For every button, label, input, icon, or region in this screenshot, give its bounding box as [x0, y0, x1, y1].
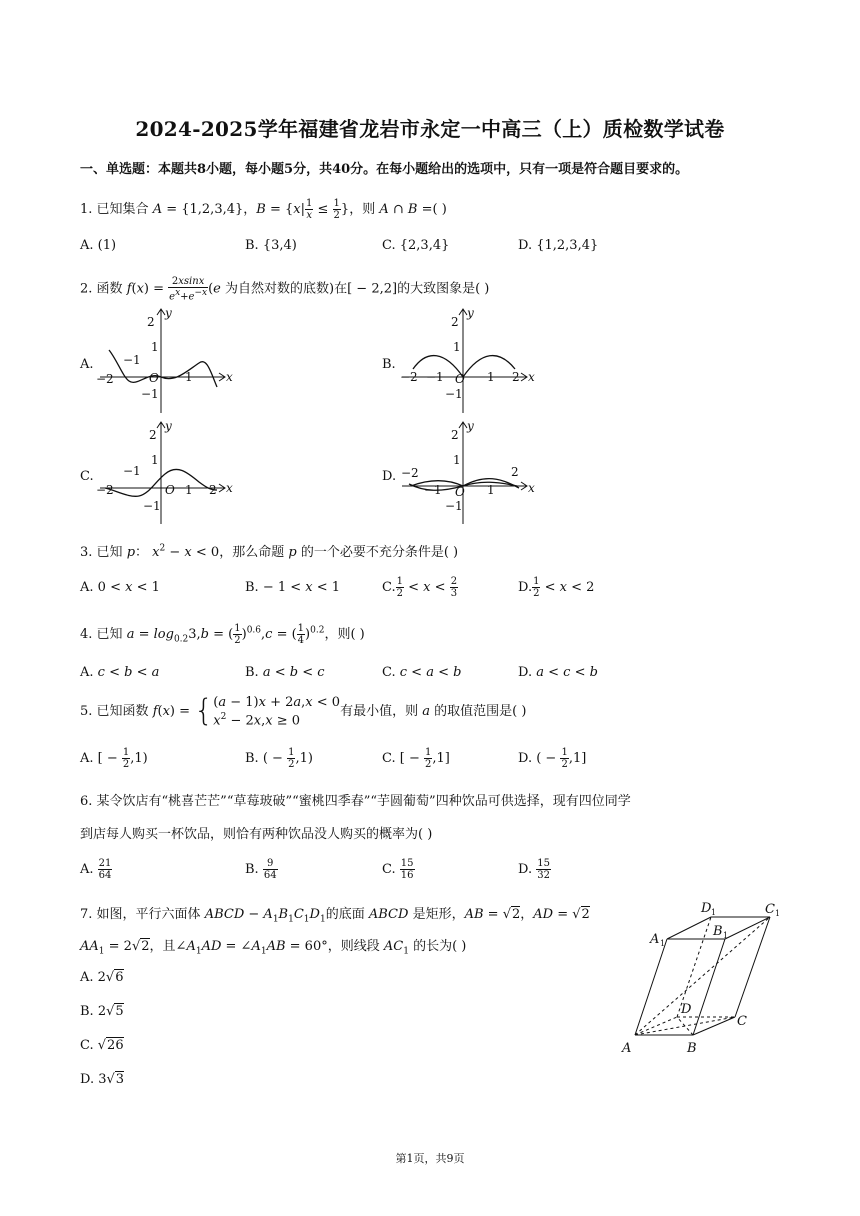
q7-text-d: ，且 [149, 939, 176, 954]
axis-y-label: y [165, 419, 172, 433]
tick-x2: 2 [511, 465, 519, 479]
axis-x-label: x [528, 370, 535, 384]
label-B1-sub: 1 [723, 931, 729, 940]
label-D1-sub: 1 [711, 908, 717, 917]
q2-text-a: 2. 函数 [80, 281, 123, 297]
tick-1: 1 [151, 340, 159, 354]
q7-text-e: ，则线段 [327, 939, 380, 954]
label-B: B [687, 1041, 697, 1056]
q7-option-c[interactable]: C. √26 [80, 1038, 124, 1053]
tick-m1-x: −1 [426, 370, 444, 384]
q4-option-d[interactable]: D. a < c < b [518, 665, 598, 680]
tick-x1: 1 [185, 483, 193, 497]
section-heading: 一、单选题：本题共8小题，每小题5分，共40分。在每小题给出的选项中，只有一项是符合题目要求的。 [80, 162, 689, 177]
origin-label: O [149, 371, 159, 385]
q6-option-b[interactable]: B. $\frac{9}{64}$ [245, 858, 277, 881]
question-5-stem: 5. 已知函数 f(x) = { (a − 1)x + 2a,x < 0 $x^2 - 2x,x \ge 0$ 有最小值，则 a 的取值范围是( ) [80, 693, 527, 729]
q7-text-c: 是矩形， [412, 907, 465, 922]
q1-option-c[interactable]: C. {2,3,4} [382, 238, 450, 253]
q3-text-b: ，那么命题 [219, 545, 285, 560]
q7-text-b: 的底面 [325, 907, 365, 922]
label-C1: C [765, 902, 775, 917]
page-title: 2024-2025学年福建省龙岩市永定一中高三（上）质检数学试卷 [135, 117, 725, 141]
axis-y-label: y [467, 419, 474, 433]
tick-m1-x: −1 [123, 464, 141, 478]
q7-option-d[interactable]: D. 3√3 [80, 1072, 125, 1087]
origin-label: O [455, 372, 465, 386]
q2-graph-b [397, 305, 537, 415]
axis-x-label: x [226, 370, 233, 384]
label-A1: A [650, 932, 660, 947]
q1-option-b[interactable]: B. {3,4) [245, 238, 297, 253]
tick-m2: −2 [400, 370, 418, 384]
tick-x2: 2 [512, 370, 520, 384]
q6-option-c[interactable]: C. $\frac{15}{16}$ [382, 858, 414, 881]
q1-option-a[interactable]: A. (1) [80, 238, 117, 253]
q3-text-c: 的一个必要不充分条件是( ) [300, 545, 459, 560]
page-footer: 第1页，共9页 [395, 1152, 465, 1165]
axis-y-label: y [467, 306, 474, 320]
q4-text-b: ，则( ) [324, 627, 365, 642]
axis-x-label: x [226, 481, 233, 495]
question-7-line2: $AA_1 = 2√2$，且$\angle A_1AD$ = $\angle A_1AB = 60^\circ$，则线段 $AC_1$ 的长为( ) [80, 939, 467, 957]
tick-1: 1 [453, 340, 461, 354]
q2-option-b[interactable]: B. [382, 357, 396, 372]
q6-option-a[interactable]: A. $\frac{21}{64}$ [80, 858, 112, 881]
q3-option-d[interactable]: D. $\frac{1}{2}$ < x < 2 [518, 576, 595, 599]
tick-2: 2 [451, 428, 459, 442]
tick-m2: −2 [401, 466, 419, 480]
question-6-line1: 6. 某令饮店有“桃喜芒芒”“草莓玻破”“蜜桃四季春”“芋圆葡萄”四种饮品可供选择，现有四位同学 [80, 794, 631, 809]
q2-option-a[interactable]: A. [80, 357, 94, 372]
tick-m1: −1 [445, 499, 463, 513]
q4-text-a: 4. 已知 [80, 627, 123, 642]
tick-m1: −1 [445, 387, 463, 401]
label-C: C [737, 1014, 747, 1029]
question-6-line2: 到店每人购买一杯饮品，则恰有两种饮品没人购买的概率为( ) [80, 827, 433, 842]
q1-text-b: ，则 [349, 202, 376, 217]
q5-text-b: 有最小值，则 [340, 704, 419, 720]
origin-label: O [455, 485, 465, 499]
question-4-stem: 4. 已知 $a = \log_{0.2}3,b$ = ( $\frac{1}{2}$ )$^{0.6}$,c = ( $\frac{1}{4}$ )$^{0.2}$，则( ) [80, 623, 365, 646]
tick-m2: −2 [96, 483, 114, 497]
tick-m1: −1 [141, 387, 159, 401]
question-2-stem: 2. 函数 f(x) = $\frac{2xsinx}{ex+e-x}$ (e 为自然对数的底数)在[ − 2,2]的大致图象是( ) [80, 276, 490, 303]
q5-text-c: 的取值范围是( ) [434, 704, 527, 720]
q7-option-a[interactable]: A. 2√6 [80, 970, 124, 985]
question-3-stem: 3. 已知 p： $x^2 - x < 0$，那么命题 p 的一个必要不充分条件是( ) [80, 543, 459, 560]
q5-text-a: 5. 已知函数 [80, 704, 149, 720]
q4-option-a[interactable]: A. c < b < a [80, 665, 160, 680]
tick-m1-x: −1 [424, 483, 442, 497]
tick-1: 1 [453, 453, 461, 467]
q5-option-d[interactable]: D. ( − $\frac{1}{2}$ ,1] [518, 747, 587, 770]
q4-option-b[interactable]: B. a < b < c [245, 665, 325, 680]
q1-text-c: =( ) [421, 202, 447, 217]
tick-x1: 1 [185, 370, 193, 384]
label-D1: D [701, 901, 712, 916]
q1-text-a: 1. 已知集合 [80, 202, 149, 217]
q7-parallelepiped-figure [615, 895, 785, 1060]
q6-option-d[interactable]: D. $\frac{15}{32}$ [518, 858, 550, 881]
q5-option-a[interactable]: A. [ − $\frac{1}{2}$ ,1) [80, 747, 148, 770]
label-D: D [681, 1002, 692, 1017]
label-C1-sub: 1 [775, 909, 781, 918]
axis-x-label: x [528, 481, 535, 495]
tick-m1-x: −1 [123, 353, 141, 367]
tick-2: 2 [451, 315, 459, 329]
axis-y-label: y [165, 306, 172, 320]
q2-option-d[interactable]: D. [382, 469, 397, 484]
q3-option-b[interactable]: B. − 1 < x < 1 [245, 580, 341, 595]
tick-x2: 2 [209, 483, 217, 497]
tick-x1: 1 [487, 370, 495, 384]
q7-option-b[interactable]: B. 2√5 [80, 1004, 124, 1019]
q5-option-b[interactable]: B. ( − $\frac{1}{2}$ ,1) [245, 747, 313, 770]
label-A: A [622, 1041, 632, 1056]
tick-2: 2 [147, 315, 155, 329]
tick-2: 2 [149, 428, 157, 442]
q7-text-a: 7. 如图，平行六面体 [80, 907, 201, 922]
q2-graph-a [95, 305, 235, 415]
question-7-line1: 7. 如图，平行六面体 ABCD − $A_1B_1C_1D_1$的底面 ABCD 是矩形，AB = √2，AD = √2 [80, 907, 590, 925]
tick-1: 1 [151, 453, 159, 467]
q3-text-a: 3. 已知 [80, 545, 123, 560]
q1-option-d[interactable]: D. {1,2,3,4} [518, 238, 599, 253]
q2-graph-d [397, 418, 537, 528]
q2-option-c[interactable]: C. [80, 469, 94, 484]
label-B1: B [713, 924, 723, 939]
origin-label: O [165, 483, 175, 497]
tick-m2: −2 [96, 372, 114, 386]
tick-m1: −1 [143, 499, 161, 513]
q5-option-c[interactable]: C. [ − $\frac{1}{2}$ ,1] [382, 747, 450, 770]
q3-option-a[interactable]: A. 0 < x < 1 [80, 580, 160, 595]
tick-x1: 1 [487, 483, 495, 497]
q3-option-c[interactable]: C. $\frac{1}{2}$ < x < $\frac{2}{3}$ [382, 576, 458, 599]
label-A1-sub: 1 [660, 939, 666, 948]
question-1-stem: 1. 已知集合 A = {1,2,3,4}，B = {x| $\frac{1}{x}$ ≤ $\frac{1}{2}$ }，则 A ∩ B =( ) [80, 198, 447, 221]
q2-text-b: 为自然对数的底数)在[ − 2,2]的大致图象是( ) [225, 281, 490, 297]
q2-graph-c [95, 418, 235, 528]
q7-text-f: 的长为( ) [413, 939, 467, 954]
q4-option-c[interactable]: C. c < a < b [382, 665, 462, 680]
